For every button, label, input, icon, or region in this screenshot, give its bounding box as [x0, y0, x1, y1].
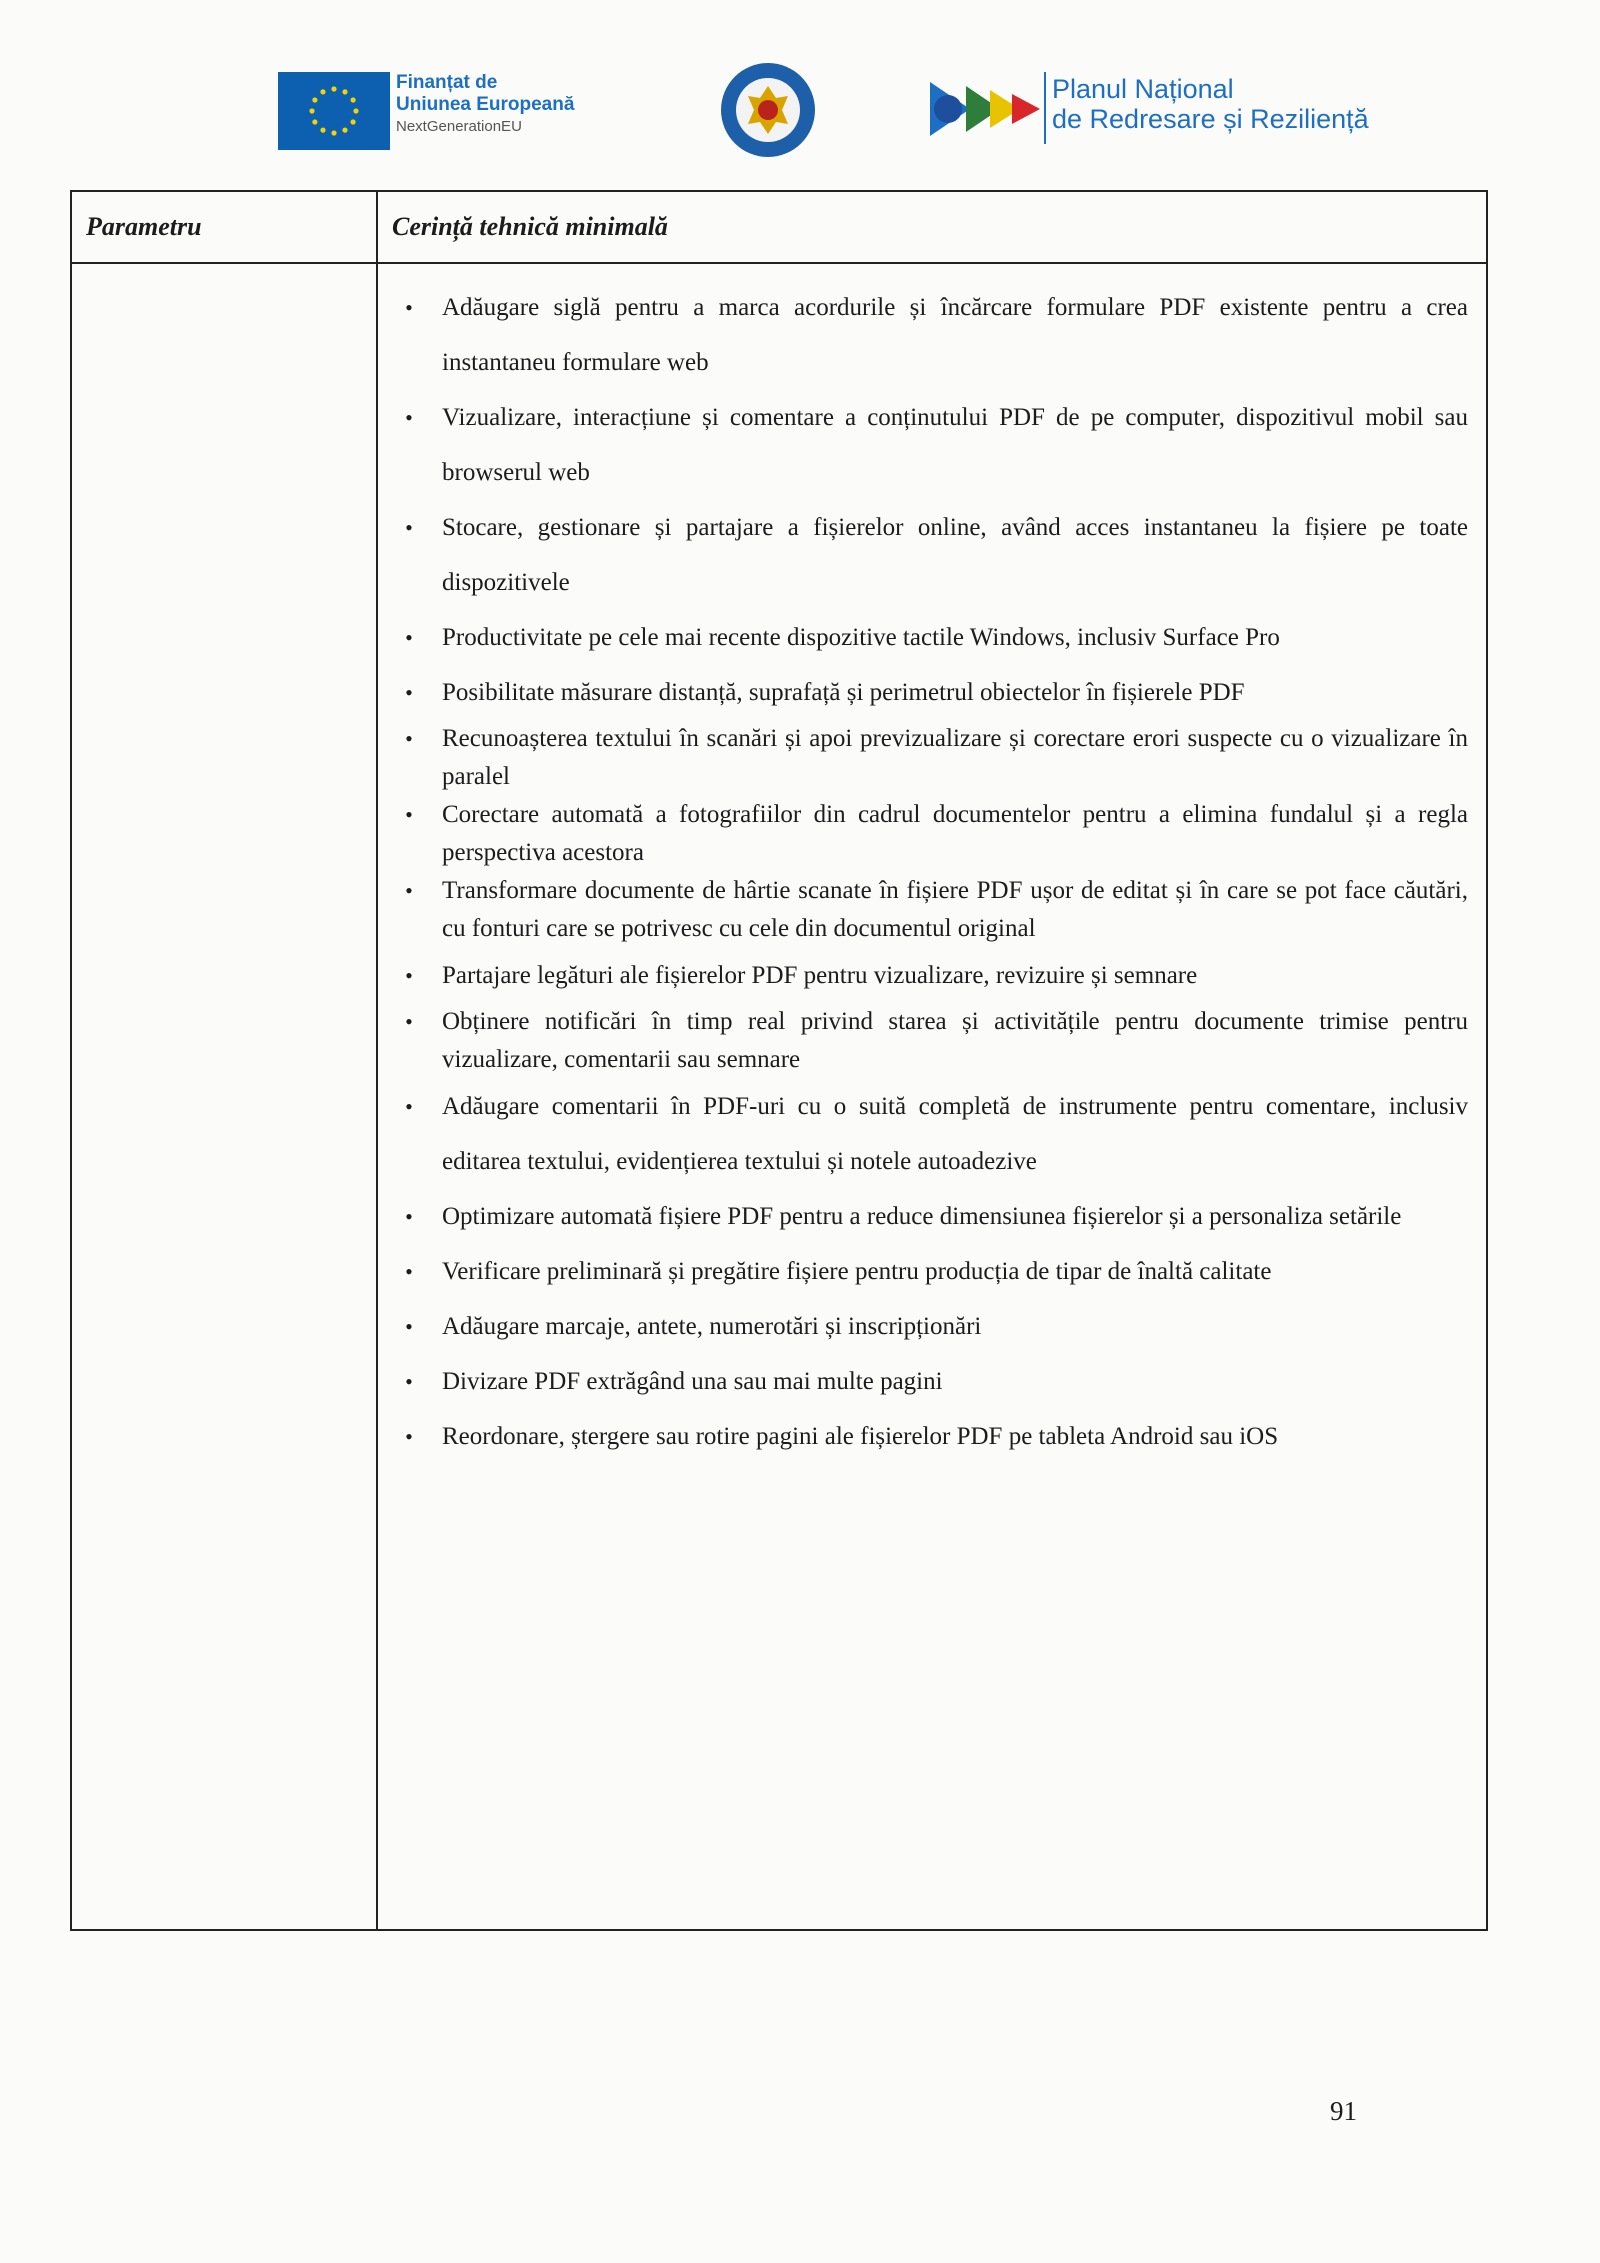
bullet-icon: • — [405, 1369, 413, 1394]
item-text: Productivitate pe cele mai recente dispozitive tactile Windows, inclusiv Surface Pro — [442, 624, 1280, 651]
bullet-icon: • — [405, 726, 413, 751]
item-text: Adăugare comentarii în PDF-uri cu o suită completă de instrumente pentru comentare, inclusiv editarea textului, evidențierea textului și notele autoadezive — [442, 1093, 1468, 1175]
eu-star-icon — [331, 86, 336, 91]
list-item — [378, 500, 1468, 610]
item-text: Vizualizare, interacțiune și comentare a conținutului PDF de pe computer, dispozitivul mobil sau browserul web — [442, 404, 1468, 486]
item-text: Adăugare marcaje, antete, numerotări și inscripționări — [442, 1313, 982, 1340]
bullet-icon: • — [405, 802, 413, 827]
eu-star-icon — [353, 108, 358, 113]
header-parameter: Parametru — [72, 192, 378, 262]
item-text: Transformare documente de hârtie scanate în fișiere PDF ușor de editat și în care se pot face căutări, cu fonturi care se potrivesc cu cele din documentul original — [442, 877, 1468, 942]
list-item — [378, 1079, 1468, 1189]
list-item — [378, 280, 1468, 390]
requirement-cell — [378, 264, 1486, 1929]
bullet-icon: • — [405, 515, 413, 540]
eu-star-icon — [351, 97, 356, 102]
bullet-icon: • — [405, 1424, 413, 1449]
eu-line-2: Uniunea Europeană — [396, 94, 575, 115]
bullet-icon: • — [405, 405, 413, 430]
list-item — [378, 796, 1468, 872]
pnrr-line-1: Planul Național — [1052, 74, 1234, 104]
list-item — [378, 872, 1468, 948]
eu-line-1: Finanțat de — [396, 72, 498, 93]
pnrr-divider — [1044, 72, 1046, 144]
eu-star-icon — [351, 119, 356, 124]
list-item — [378, 610, 1468, 665]
item-text: Obținere notificări în timp real privind starea și activitățile pentru documente trimise pentru vizualizare, comentarii sau semnare — [442, 1008, 1468, 1073]
pnrr-title — [1052, 74, 1369, 134]
item-text: Recunoașterea textului în scanări și apoi previzualizare și corectare erori suspecte cu o vizualizare în paralel — [442, 725, 1468, 790]
eu-star-icon — [312, 97, 317, 102]
bullet-icon: • — [405, 1314, 413, 1339]
item-text: Verificare preliminară și pregătire fișiere pentru producția de tipar de înaltă calitate — [442, 1258, 1272, 1285]
list-item — [378, 948, 1468, 1003]
list-item — [378, 1003, 1468, 1079]
item-text: Partajare legături ale fișierelor PDF pentru vizualizare, revizuire și semnare — [442, 962, 1198, 989]
item-text: Adăugare siglă pentru a marca acordurile și încărcare formulare PDF existente pentru a crea instantaneu formulare web — [442, 294, 1468, 376]
list-item — [378, 1299, 1468, 1354]
list-item — [378, 1244, 1468, 1299]
item-text: Reordonare, ștergere sau rotire pagini ale fișierelor PDF pe tableta Android sau iOS — [442, 1423, 1279, 1450]
list-item — [378, 1354, 1468, 1409]
item-text: Posibilitate măsurare distanță, suprafață și perimetrul obiectelor în fișierele PDF — [442, 679, 1245, 706]
bullet-icon: • — [405, 878, 413, 903]
eu-star-icon — [320, 89, 325, 94]
table-header-row — [72, 192, 1486, 264]
pnrr-arrow-logo — [928, 76, 1046, 142]
eu-line-3: NextGenerationEU — [396, 118, 522, 135]
eu-star-icon — [342, 128, 347, 133]
table-body-row — [72, 264, 1486, 1929]
item-text: Stocare, gestionare și partajare a fișierelor online, având acces instantaneu la fișiere pe toate dispozitivele — [442, 514, 1468, 596]
list-item — [378, 1189, 1468, 1244]
bullet-icon: • — [405, 1009, 413, 1034]
item-text: Corectare automată a fotografiilor din cadrul documentelor pentru a elimina fundalul și a regla perspectiva acestora — [442, 801, 1468, 866]
bullet-icon: • — [405, 1259, 413, 1284]
pnrr-line-2: de Redresare și Reziliență — [1052, 104, 1369, 134]
parameter-cell — [72, 264, 378, 1929]
eu-star-icon — [309, 108, 314, 113]
bullet-icon: • — [405, 963, 413, 988]
page-number: 91 — [1330, 2096, 1357, 2126]
list-item — [378, 390, 1468, 500]
list-item — [378, 665, 1468, 720]
eu-flag-logo — [278, 72, 390, 150]
bullet-icon: • — [405, 1204, 413, 1229]
bullet-icon: • — [405, 1094, 413, 1119]
bullet-icon: • — [405, 680, 413, 705]
eu-funding-text — [396, 72, 574, 138]
eu-star-icon — [342, 89, 347, 94]
eu-star-icon — [320, 128, 325, 133]
requirements-table — [70, 190, 1488, 1931]
item-text: Divizare PDF extrăgând una sau mai multe pagini — [442, 1368, 943, 1395]
romanian-government-seal-logo — [718, 60, 818, 160]
requirement-list — [378, 264, 1486, 1464]
eu-star-icon — [331, 130, 336, 135]
item-text: Optimizare automată fișiere PDF pentru a reduce dimensiunea fișierelor și a personaliza setările — [442, 1203, 1402, 1230]
header-requirement: Cerință tehnică minimală — [392, 212, 668, 241]
bullet-icon: • — [405, 625, 413, 650]
page-header — [0, 0, 1600, 170]
list-item — [378, 720, 1468, 796]
eu-star-icon — [312, 119, 317, 124]
list-item — [378, 1409, 1468, 1464]
bullet-icon: • — [405, 295, 413, 320]
